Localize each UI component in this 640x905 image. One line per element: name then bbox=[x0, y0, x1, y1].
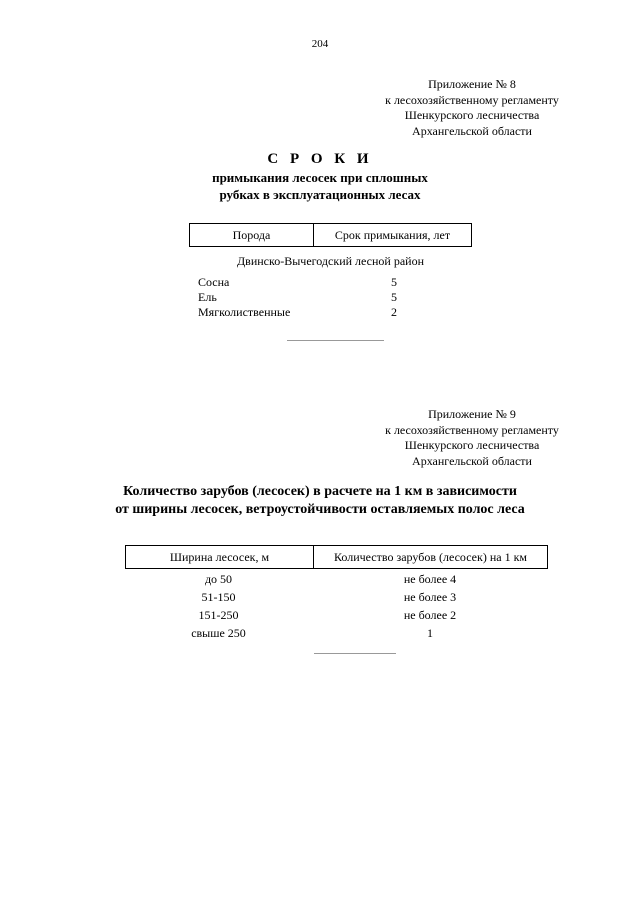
cuts-count-value: не более 2 bbox=[403, 608, 457, 622]
section-1-title: С Р О К И bbox=[267, 151, 373, 167]
cuts-count-value: не более 3 bbox=[403, 590, 457, 604]
section-1-subtitle bbox=[0, 169, 640, 203]
cuts-count-table-header bbox=[125, 545, 548, 569]
cuts-count-value: 1 bbox=[427, 626, 433, 640]
appendix-9-header bbox=[362, 407, 582, 469]
appendix-9-line: Архангельской области bbox=[412, 453, 532, 468]
appendix-8-line: Приложение № 8 bbox=[428, 77, 516, 91]
abutment-period-value: 5 bbox=[391, 290, 397, 304]
cutting-width-value: до 50 bbox=[204, 572, 233, 586]
cutting-width-value: 51-150 bbox=[201, 590, 236, 604]
appendix-9-line: Приложение № 9 bbox=[428, 407, 516, 421]
column-header-species: Порода bbox=[190, 224, 314, 247]
cuts-count-value: не более 4 bbox=[403, 572, 457, 586]
section-2-title bbox=[0, 483, 640, 519]
species-name: Ель bbox=[198, 290, 217, 304]
section-1-divider bbox=[287, 340, 384, 341]
abutment-period-value: 5 bbox=[391, 275, 397, 289]
section-2-title-line: от ширины лесосек, ветроустойчивости оставляемых полос леса bbox=[115, 502, 525, 517]
appendix-8-line: Архангельской области bbox=[412, 123, 532, 138]
appendix-9-line: Шенкурского лесничества bbox=[404, 438, 540, 452]
section-2-title-line: Количество зарубов (лесосек) в расчете на 1 км в зависимости bbox=[123, 484, 517, 499]
species-name: Мягколиственные bbox=[198, 305, 291, 319]
cutting-width-value: 151-250 bbox=[198, 608, 239, 622]
abutment-table-header bbox=[189, 223, 472, 247]
species-name: Сосна bbox=[198, 275, 230, 289]
section-2-divider bbox=[314, 653, 396, 654]
column-header-cutting-width: Ширина лесосек, м bbox=[126, 546, 314, 569]
appendix-8-line: Шенкурского лесничества bbox=[404, 108, 540, 122]
cutting-width-value: свыше 250 bbox=[191, 626, 246, 640]
section-1-subtitle-line: примыкания лесосек при сплошных bbox=[212, 170, 428, 185]
appendix-8-header bbox=[362, 77, 582, 139]
column-header-cuts-count: Количество зарубов (лесосек) на 1 км bbox=[314, 546, 548, 569]
appendix-8-line: к лесохозяйственному регламенту bbox=[385, 92, 559, 107]
forest-region-label: Двинско-Вычегодский лесной район bbox=[236, 254, 424, 268]
abutment-period-value: 2 bbox=[391, 305, 397, 319]
column-header-abutment-period: Срок примыкания, лет bbox=[314, 224, 472, 247]
section-1-subtitle-line: рубках в эксплуатационных лесах bbox=[219, 187, 421, 202]
page-number: 204 bbox=[311, 38, 329, 50]
appendix-9-line: к лесохозяйственному регламенту bbox=[385, 422, 559, 437]
